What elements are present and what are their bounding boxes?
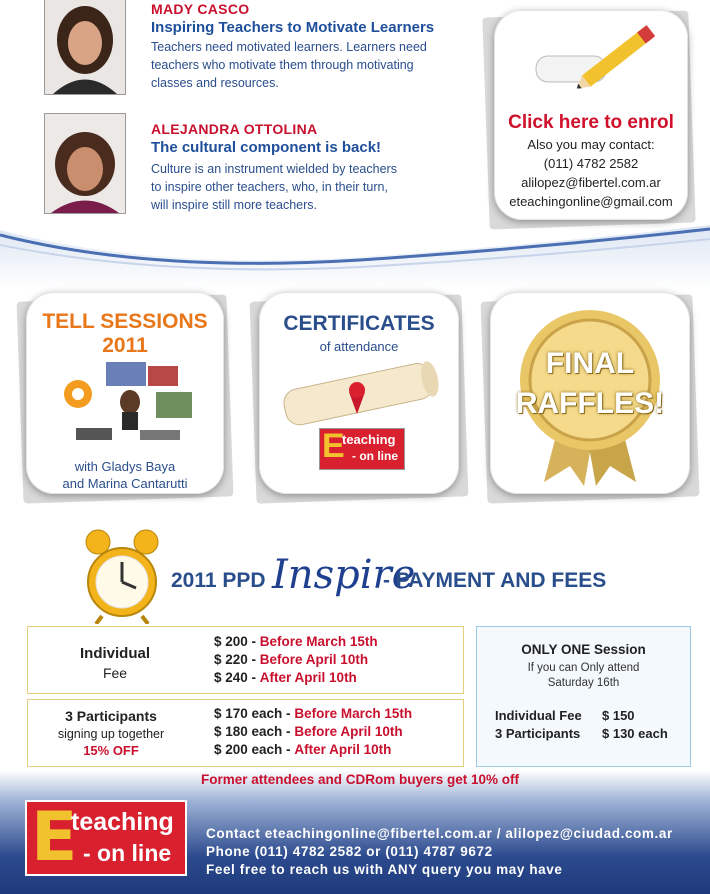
price-row: [495, 725, 668, 743]
price-amount: $ 240 -: [214, 670, 257, 685]
speaker-photo-mady: [44, 0, 126, 95]
desc-line: Culture is an instrument wielded by teachers: [151, 162, 397, 176]
speaker-description: [151, 38, 427, 92]
tell-sessions-card[interactable]: [26, 292, 224, 494]
speaker-description: [151, 160, 397, 214]
certificates-card[interactable]: [259, 292, 459, 494]
price-row: [214, 723, 412, 741]
price-row: [214, 705, 412, 723]
logo-letter: E: [31, 798, 78, 877]
logo-line1: teaching: [342, 432, 396, 447]
footer-phone-line: Phone (011) 4782 2582 or (011) 4787 9672: [206, 844, 493, 859]
one-session-sub-line: Saturday 16th: [547, 677, 620, 689]
desc-line: to inspire other teachers, who, in their turn,: [151, 180, 388, 194]
speaker-title: Inspiring Teachers to Motivate Learners: [151, 19, 435, 36]
alarm-clock-icon: [80, 528, 164, 624]
discount-note: Former attendees and CDRom buyers get 10% off: [200, 772, 520, 787]
price-row: [495, 707, 668, 725]
logo-line2: - on line: [83, 840, 172, 866]
group-fee-box: [27, 699, 464, 767]
presenter-line: with Gladys Baya: [74, 459, 176, 474]
eteaching-logo[interactable]: [25, 800, 187, 876]
speaker-name: ALEJANDRA OTTOLINA: [151, 121, 318, 137]
eteaching-logo-small: [319, 428, 405, 470]
desc-line: classes and resources.: [151, 76, 279, 90]
individual-prices: [214, 633, 378, 687]
raffle-line1: FINAL: [545, 347, 635, 380]
contact-label: Also you may contact:: [527, 137, 655, 152]
price-row: [214, 633, 378, 651]
tell-year: 2011: [102, 334, 148, 357]
price-row: [214, 669, 378, 687]
fees-heading-suffix: - PAYMENT AND FEES: [383, 569, 607, 592]
one-session-sub-line: If you can Only attend: [527, 662, 640, 674]
price-label: 3 Participants: [495, 726, 581, 741]
logo-line1: teaching: [71, 808, 174, 836]
fees-heading-prefix: 2011 PPD: [171, 569, 266, 592]
price-label: Individual Fee: [495, 708, 582, 723]
price-deadline: After April 10th: [294, 742, 392, 757]
price-deadline: After April 10th: [259, 670, 357, 685]
logo-letter: E: [322, 427, 345, 465]
speaker-name: MADY CASCO: [151, 1, 250, 17]
pencil-scroll-icon: [530, 16, 660, 96]
footer-contact: [206, 825, 673, 879]
price-amount: $ 180 each -: [214, 724, 291, 739]
price-amount: $ 170 each -: [214, 706, 291, 721]
one-session-prices: [495, 707, 668, 743]
tell-presenters: [26, 458, 224, 492]
individual-label2: Fee: [102, 665, 128, 681]
price-amount: $ 220 -: [214, 652, 257, 667]
tell-sessions-illustration: [56, 358, 206, 446]
contact-email[interactable]: eteachingonline@gmail.com: [509, 194, 673, 209]
price-amount: $ 200 each -: [214, 742, 291, 757]
one-session-title: ONLY ONE Session: [521, 642, 646, 657]
group-sub: signing up together: [57, 727, 165, 741]
one-session-sub: [477, 661, 690, 691]
price-deadline: Before April 10th: [259, 652, 369, 667]
contact-phone: (011) 4782 2582: [543, 156, 639, 171]
raffle-line2: RAFFLES!: [515, 387, 665, 420]
tell-title: TELL SESSIONS: [42, 310, 208, 333]
footer-contact-line[interactable]: Contact eteachingonline@fibertel.com.ar / alilopez@ciudad.com.ar: [206, 826, 673, 841]
speaker-photo-alejandra: [44, 113, 126, 214]
price-amount: $ 150: [602, 708, 635, 723]
speaker-title: The cultural component is back!: [151, 139, 382, 156]
logo-line2: - on line: [352, 449, 398, 463]
enrol-contact: [494, 135, 688, 211]
desc-line: teachers who motivate them through motivating: [151, 58, 414, 72]
cert-title: CERTIFICATES: [283, 312, 435, 335]
fees-heading-script: Inspire: [272, 552, 416, 598]
group-prices: [214, 705, 412, 759]
individual-label: Individual: [79, 645, 150, 662]
wave-divider: [0, 215, 710, 290]
desc-line: will inspire still more teachers.: [151, 198, 318, 212]
group-label: 3 Participants: [65, 708, 157, 724]
cert-subtitle: of attendance: [319, 339, 399, 354]
one-session-box: [476, 626, 691, 767]
price-deadline: Before April 10th: [294, 724, 403, 739]
price-amount: $ 200 -: [214, 634, 257, 649]
price-row: [214, 741, 412, 759]
footer-note-line: Feel free to reach us with ANY query you may have: [206, 862, 563, 877]
desc-line: Teachers need motivated learners. Learners need: [151, 40, 427, 54]
individual-fee-box: [27, 626, 464, 694]
price-amount: $ 130 each: [602, 726, 668, 741]
enrol-link[interactable]: Click here to enrol: [508, 112, 674, 133]
presenter-line: and Marina Cantarutti: [62, 476, 188, 491]
price-row: [214, 651, 378, 669]
raffles-card[interactable]: [490, 292, 690, 494]
diploma-icon: [273, 352, 445, 432]
group-discount: 15% OFF: [83, 743, 139, 758]
contact-email[interactable]: alilopez@fibertel.com.ar: [521, 175, 661, 190]
price-deadline: Before March 15th: [259, 634, 378, 649]
price-deadline: Before March 15th: [294, 706, 413, 721]
